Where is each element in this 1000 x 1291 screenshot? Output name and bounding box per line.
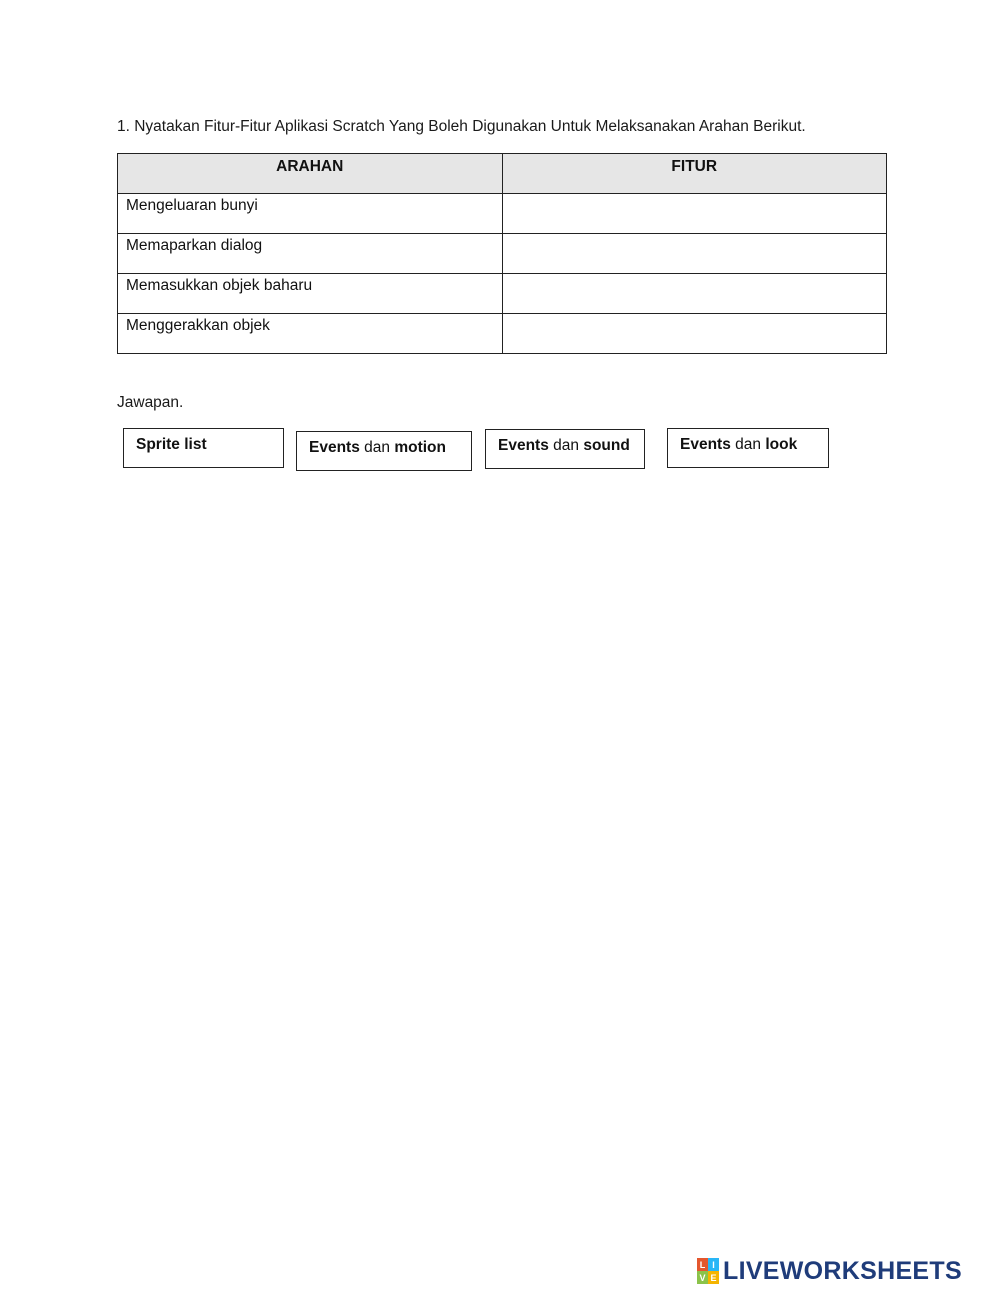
chip-connector: dan (730, 436, 766, 453)
logo-letter: E (708, 1271, 719, 1284)
chip-bold-text: Sprite list (136, 436, 207, 453)
answer-chip-events-sound[interactable] (485, 429, 645, 469)
chip-connector: dan (548, 437, 584, 454)
logo-letter: L (697, 1258, 708, 1271)
live-logo-icon (697, 1258, 719, 1284)
arahan-cell: Menggerakkan objek (118, 314, 503, 354)
chip-bold-text: sound (583, 437, 630, 454)
answer-chip-events-look[interactable] (667, 428, 829, 468)
fitur-drop-cell[interactable] (502, 194, 887, 234)
arahan-cell: Memaparkan dialog (118, 234, 503, 274)
arahan-cell: Memasukkan objek baharu (118, 274, 503, 314)
header-fitur: FITUR (502, 154, 887, 194)
logo-letter: I (708, 1258, 719, 1271)
chip-bold-text: motion (394, 439, 446, 456)
chip-bold-text: look (765, 436, 798, 453)
chip-bold-text: Events (309, 439, 360, 456)
answer-chip-events-motion[interactable] (296, 431, 472, 471)
question-text: 1. Nyatakan Fitur-Fitur Aplikasi Scratch Yang Boleh Digunakan Untuk Melaksanakan Arahan Berikut. (117, 118, 806, 135)
answer-chip-sprite-list[interactable] (123, 428, 284, 468)
fitur-drop-cell[interactable] (502, 274, 887, 314)
table-row (118, 274, 887, 314)
table-row (118, 234, 887, 274)
chip-bold-text: Events (498, 437, 549, 454)
table-row (118, 194, 887, 234)
table-row (118, 314, 887, 354)
table-header-row (118, 154, 887, 194)
chip-connector: dan (359, 439, 395, 456)
task-table (117, 153, 887, 354)
logo-text: LIVEWORKSHEETS (723, 1256, 962, 1285)
logo-letter: V (697, 1271, 708, 1284)
chip-bold-text: Events (680, 436, 731, 453)
fitur-drop-cell[interactable] (502, 234, 887, 274)
arahan-cell: Mengeluaran bunyi (118, 194, 503, 234)
fitur-drop-cell[interactable] (502, 314, 887, 354)
header-arahan: ARAHAN (118, 154, 503, 194)
liveworksheets-logo (697, 1256, 962, 1286)
answer-label: Jawapan. (117, 394, 184, 411)
